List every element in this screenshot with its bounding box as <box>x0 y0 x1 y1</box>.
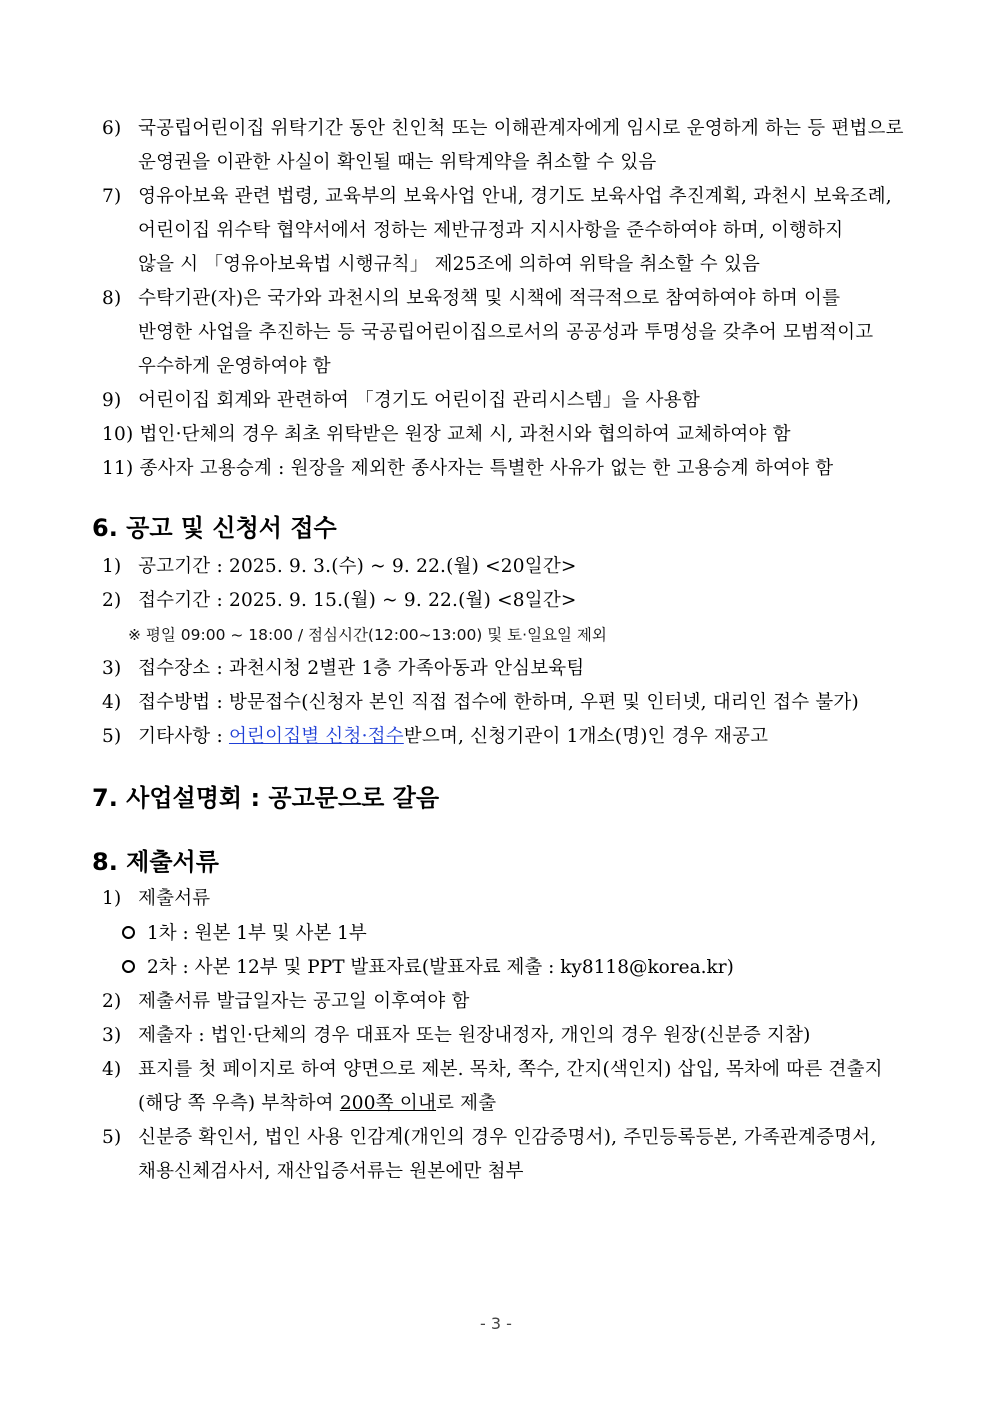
note-text: ※ 평일 09:00 ~ 18:00 / 점심시간(12:00~13:00) 및 토·일요일 제외 <box>128 626 607 644</box>
list-item <box>102 652 902 686</box>
item-text: 법인·단체의 경우 최초 위탁받은 원장 교체 시, 과천시와 협의하여 교체하여야 함 <box>139 424 791 445</box>
item-text: 접수장소 : 과천시청 2별관 1층 가족아동과 안심보육팀 <box>138 658 585 679</box>
item-text: 수탁기관(자)은 국가와 과천시의 보육정책 및 시책에 적극적으로 참여하여야 하며 이를 <box>138 288 841 309</box>
list-item <box>102 452 902 486</box>
list-item <box>102 686 902 720</box>
item-text: 제출서류 발급일자는 공고일 이후여야 함 <box>138 991 470 1012</box>
item-text: 국공립어린이집 위탁기간 동안 친인척 또는 이해관계자에게 임시로 운영하게 하는 등 편법으로 <box>138 118 904 139</box>
item-number: 10) <box>102 424 134 445</box>
list-item <box>102 550 902 584</box>
section-heading: 6. 공고 및 신청서 접수 <box>92 514 337 542</box>
item-text: 영유아보육 관련 법령, 교육부의 보육사업 안내, 경기도 보육사업 추진계획, 과천시 보육조례, <box>138 186 892 207</box>
item-number: 1) <box>102 888 122 909</box>
list-item <box>102 882 902 916</box>
bullet-text: 1차 : 원본 1부 및 사본 1부 <box>147 923 367 944</box>
bullet-item <box>122 951 734 985</box>
item-number: 5) <box>102 726 122 747</box>
item-text-prefix: 기타사항 : <box>138 726 229 747</box>
list-item <box>102 584 902 618</box>
list-item <box>102 1019 902 1053</box>
list-item <box>102 384 902 418</box>
item-text-prefix: (해당 쪽 우측) 부착하여 <box>138 1093 340 1114</box>
list-item <box>102 418 902 452</box>
circle-bullet-icon <box>122 926 135 939</box>
bullet-item <box>122 917 367 951</box>
list-item <box>102 985 902 1019</box>
item-number: 2) <box>102 991 122 1012</box>
list-item <box>102 720 902 754</box>
item-text-continued: 운영권을 이관한 사실이 확인될 때는 위탁계약을 취소할 수 있음 <box>138 152 657 173</box>
item-text-continued <box>138 1087 496 1121</box>
list-item <box>102 1121 902 1155</box>
item-text: 신분증 확인서, 법인 사용 인감계(개인의 경우 인감증명서), 주민등록등본, 가족관계증명서, <box>138 1127 877 1148</box>
item-text-continued: 우수하게 운영하여야 함 <box>138 356 331 377</box>
circle-bullet-icon <box>122 960 135 973</box>
underlined-text: 200쪽 이내 <box>339 1093 437 1114</box>
item-text: 제출서류 <box>138 888 211 909</box>
list-item <box>102 180 902 214</box>
item-text: 접수기간 : 2025. 9. 15.(월) ~ 9. 22.(월) <8일간> <box>138 590 577 611</box>
item-number: 3) <box>102 658 122 679</box>
item-number: 11) <box>102 458 134 479</box>
item-number: 5) <box>102 1127 122 1148</box>
item-number: 4) <box>102 692 122 713</box>
list-item <box>102 1053 902 1087</box>
item-text-suffix: 받으며, 신청기관이 1개소(명)인 경우 재공고 <box>403 726 769 747</box>
application-link[interactable]: 어린이집별 신청·접수 <box>228 726 404 747</box>
item-text-continued: 채용신체검사서, 재산입증서류는 원본에만 첨부 <box>138 1161 524 1182</box>
item-text-continued: 어린이집 위수탁 협약서에서 정하는 제반규정과 지시사항을 준수하여야 하며, 이행하지 <box>138 220 844 241</box>
list-item <box>102 112 902 146</box>
item-number: 7) <box>102 186 122 207</box>
item-text-suffix: 로 제출 <box>436 1093 497 1114</box>
item-text: 표지를 첫 페이지로 하여 양면으로 제본. 목차, 쪽수, 간지(색인지) 삽입, 목차에 따른 견출지 <box>138 1059 883 1080</box>
page-number: - 3 - <box>480 1314 512 1333</box>
item-text: 어린이집 회계와 관련하여 「경기도 어린이집 관리시스템」을 사용함 <box>138 390 700 411</box>
item-number: 2) <box>102 590 122 611</box>
item-number: 3) <box>102 1025 122 1046</box>
item-number: 4) <box>102 1059 122 1080</box>
item-number: 6) <box>102 118 122 139</box>
bullet-text: 2차 : 사본 12부 및 PPT 발표자료(발표자료 제출 : ky8118@korea.kr) <box>147 957 734 978</box>
item-text-continued: 않을 시 「영유아보육법 시행규칙」 제25조에 의하여 위탁을 취소할 수 있음 <box>138 254 761 275</box>
item-text: 종사자 고용승계 : 원장을 제외한 종사자는 특별한 사유가 없는 한 고용승계 하여야 함 <box>139 458 834 479</box>
item-number: 1) <box>102 556 122 577</box>
item-text-continued: 반영한 사업을 추진하는 등 국공립어린이집으로서의 공공성과 투명성을 갖추어 모범적이고 <box>138 322 874 343</box>
item-text: 접수방법 : 방문접수(신청자 본인 직접 접수에 한하며, 우편 및 인터넷, 대리인 접수 불가) <box>138 692 859 713</box>
section-heading: 8. 제출서류 <box>92 848 219 876</box>
item-text: 제출자 : 법인·단체의 경우 대표자 또는 원장내정자, 개인의 경우 원장(신분증 지참) <box>138 1025 811 1046</box>
item-number: 8) <box>102 288 122 309</box>
section-heading: 7. 사업설명회 : 공고문으로 갈음 <box>92 784 440 812</box>
item-text: 공고기간 : 2025. 9. 3.(수) ~ 9. 22.(월) <20일간> <box>138 556 577 577</box>
item-number: 9) <box>102 390 122 411</box>
list-item <box>102 282 902 316</box>
